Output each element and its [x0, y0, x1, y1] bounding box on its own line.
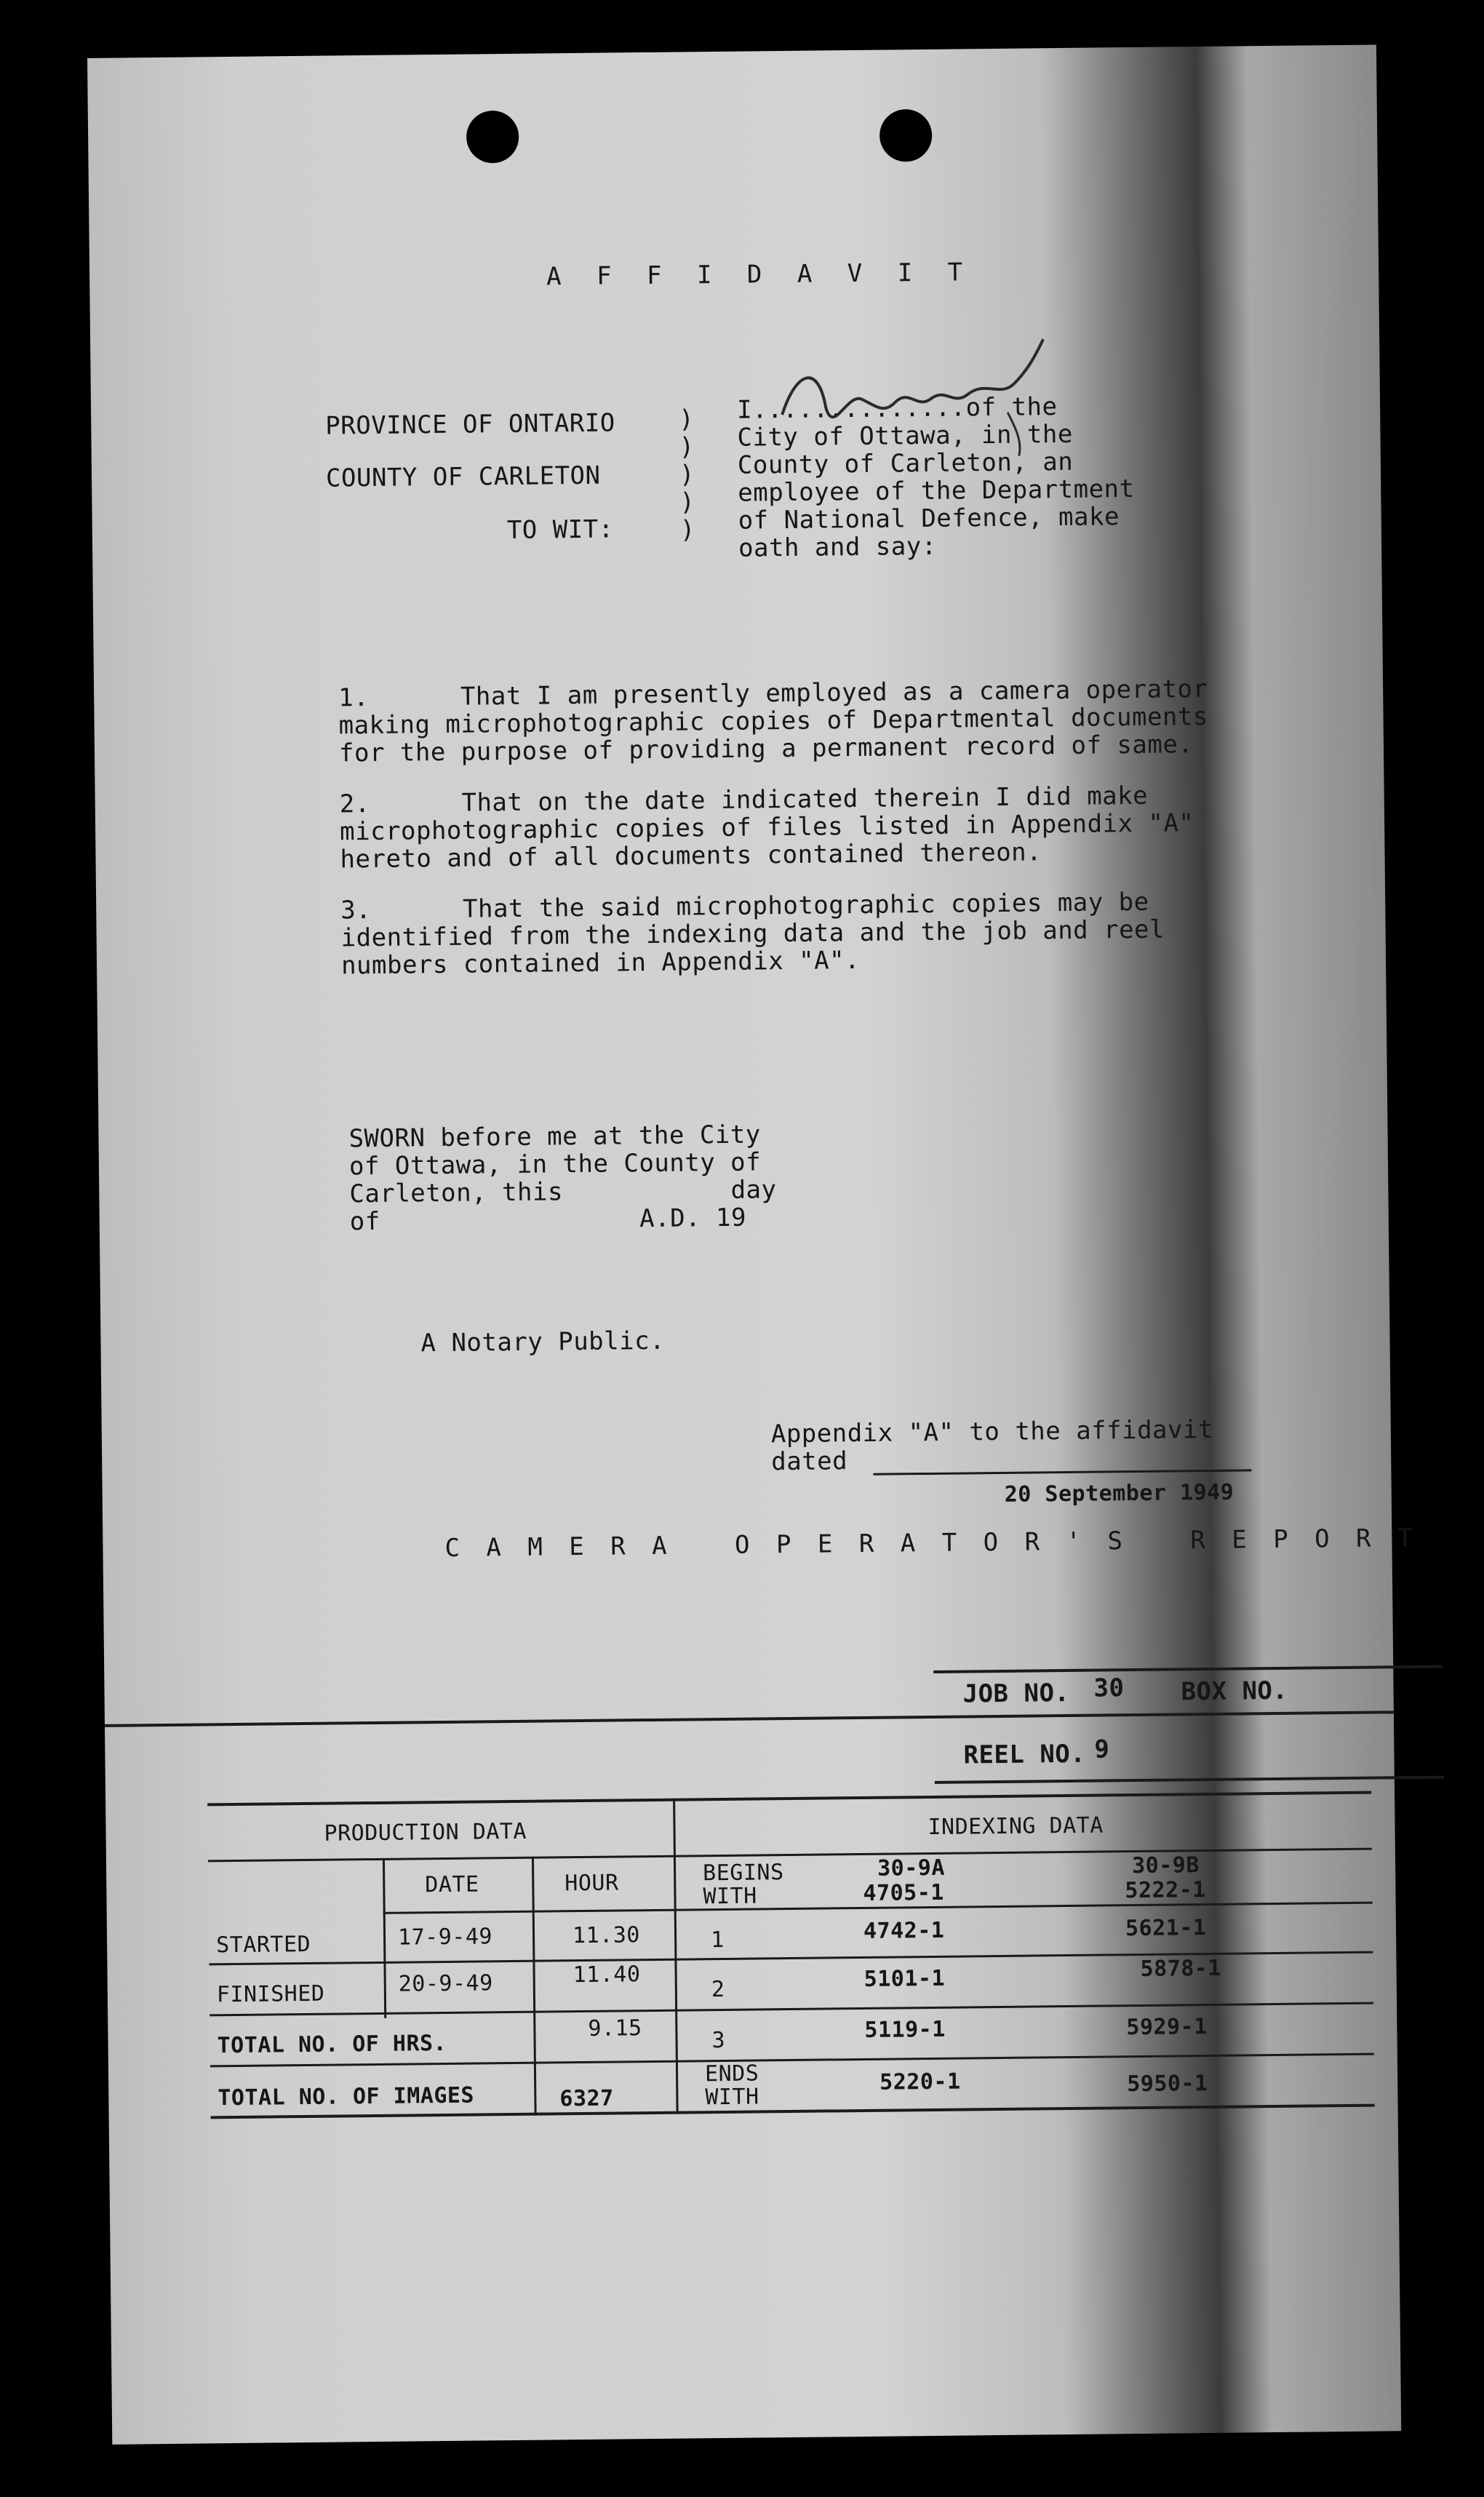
date-header: DATE	[425, 1871, 479, 1898]
county-label: COUNTY OF CARLETON	[325, 461, 601, 493]
row-date: 20-9-49	[398, 1970, 493, 1997]
row-index: 3	[711, 2027, 726, 2054]
rule	[532, 1857, 537, 2116]
index-b: 5929-1	[1126, 2014, 1208, 2041]
rule	[933, 1665, 1443, 1673]
rule	[207, 1791, 1371, 1807]
production-header: PRODUCTION DATA	[324, 1818, 527, 1847]
index-a: 5220-1	[879, 2068, 961, 2095]
punch-hole	[466, 111, 519, 164]
index-col-b: 30-9B	[1131, 1852, 1200, 1879]
row-label: STARTED	[215, 1931, 311, 1959]
intro-line: of National Defence, make	[738, 502, 1120, 535]
index-col-a: 30-9A	[877, 1855, 946, 1881]
index-a: 5101-1	[863, 1965, 946, 1992]
to-wit-label: TO WIT:	[506, 514, 614, 545]
job-no-label: JOB NO.	[962, 1678, 1070, 1709]
index-b: 5621-1	[1125, 1915, 1207, 1942]
dated-underline	[873, 1469, 1251, 1475]
sworn-line: of Ottawa, in the County of	[348, 1147, 762, 1182]
para-line: making microphotographic copies of Departmental documents	[338, 701, 1209, 741]
row-index: 2	[711, 1976, 725, 2003]
paragraph-3	[340, 888, 1165, 980]
handwritten-signature	[767, 324, 1074, 473]
affidavit-title: A F F I D A V I T	[546, 258, 973, 292]
reel-no-value: 9	[1094, 1735, 1110, 1764]
job-no-value: 30	[1093, 1673, 1125, 1703]
index-b: 5222-1	[1125, 1877, 1207, 1904]
sworn-block	[348, 1120, 777, 1235]
report-title: C A M E R A O P E R A T O R ' S R E P O R T	[444, 1523, 1419, 1563]
intro-line: County of Carleton, an	[737, 447, 1074, 480]
sworn-line: SWORN before me at the City	[348, 1120, 761, 1154]
appendix-line: Appendix "A" to the affidavit	[770, 1414, 1214, 1449]
index-a: 4742-1	[863, 1917, 945, 1944]
paragraph-1	[338, 675, 1208, 768]
rule	[935, 1776, 1444, 1784]
row-hour: 11.40	[573, 1962, 641, 1988]
para-line: 2. That on the date indicated therein I did make	[339, 781, 1149, 819]
para-line: for the purpose of providing a permanent record of same.	[338, 730, 1194, 768]
row-date: 17-9-49	[397, 1924, 493, 1951]
intro-line: employee of the Department	[738, 474, 1135, 508]
punch-hole	[879, 109, 933, 162]
hour-header: HOUR	[565, 1870, 619, 1897]
row-label: FINISHED	[216, 1980, 325, 2008]
rule	[383, 1858, 386, 2018]
sworn-line: of A.D. 19	[349, 1203, 747, 1237]
row-hour: 9.15	[588, 2015, 642, 2042]
para-line: hereto and of all documents contained thereon.	[340, 837, 1042, 875]
reel-no-label: REEL NO.	[963, 1739, 1086, 1770]
appendix-dated: dated	[771, 1446, 848, 1477]
row-hour: 11.30	[572, 1922, 641, 1949]
index-b: 5878-1	[1140, 1955, 1222, 1982]
date-stamp: 20 September 1949	[1004, 1479, 1234, 1508]
index-a: 4705-1	[863, 1879, 945, 1906]
rule	[105, 1711, 1394, 1727]
row-hour: 6327	[559, 2085, 614, 2112]
intro-line: City of Ottawa, in the	[737, 419, 1074, 453]
box-no-label: BOX NO.	[1181, 1676, 1288, 1707]
index-b: 5950-1	[1127, 2071, 1208, 2098]
document-page	[87, 44, 1419, 2444]
para-line: 1. That I am presently employed as a camera operator	[338, 674, 1208, 713]
province-label: PROVINCE OF ONTARIO	[325, 408, 615, 441]
row-index: 1	[710, 1927, 725, 1954]
ends-with-label: ENDS WITH	[704, 2060, 759, 2111]
index-a: 5119-1	[864, 2016, 946, 2043]
intro-line: I..............of the	[736, 392, 1058, 425]
para-line: numbers contained in Appendix "A".	[340, 945, 861, 981]
para-line: identified from the indexing data and the job and reel	[340, 915, 1165, 953]
begins-with-label: BEGINS WITH	[702, 1860, 784, 1910]
notary-public: A Notary Public.	[420, 1326, 666, 1358]
para-line: 3. That the said microphotographic copies may be	[340, 887, 1149, 925]
paragraph-2	[340, 781, 1194, 873]
para-line: microphotographic copies of files listed in Appendix "A"	[339, 808, 1194, 847]
indexing-header: INDEXING DATA	[928, 1812, 1104, 1841]
row-label: TOTAL NO. OF HRS.	[217, 2030, 447, 2059]
row-label: TOTAL NO. OF IMAGES	[218, 2082, 475, 2111]
sworn-line: Carleton, this day	[349, 1175, 777, 1209]
intro-line: oath and say:	[738, 531, 937, 563]
bracket: ) ) ) ) )	[679, 405, 695, 545]
rule	[673, 1799, 679, 2114]
